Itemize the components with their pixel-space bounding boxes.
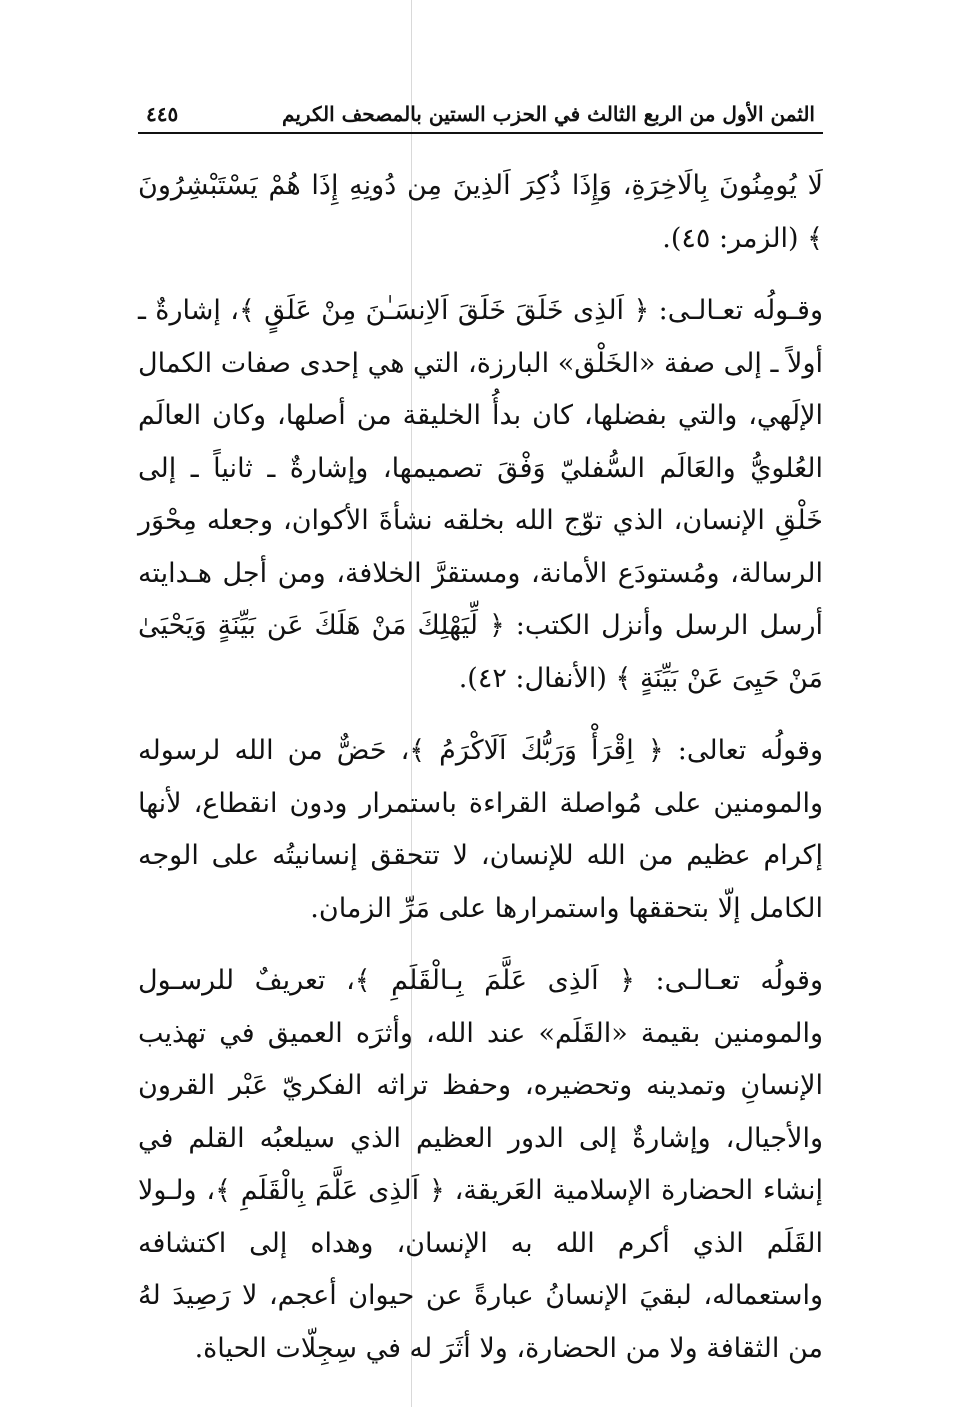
header-rule	[138, 132, 823, 134]
paragraph-3: وقولُه تعالى: ﴿ اِقْرَأْ وَرَبُّكَ اَلَاكْرَمُ ﴾، حَضٌّ من الله لرسوله والمومنين على مُواصلة القراءة باستمرار ودون انقطاع، لأنها إكرام عظيم من الله للإنسان، لا تتحقق إنسانيتُه على الوجه الكامل إلّا بتحققها واستمرارها على مَرِّ الزمان.	[138, 735, 823, 924]
paragraph-4: وقولُه تعـالـى: ﴿ اَلذِى عَلَّمَ بِـالْقَلَمِ ﴾، تعريفٌ للرسـول والمومنين بقيمة «القَلَم» عند الله، وأثرَه العميق في تهذيب الإنسانِ وتمدينه وتحضيره، وحفظ تراثه الفكريّ عَبْر القرون والأجيال، وإشارةٌ إلى الدور العظيم الذي سيلعبُه القلم في إنشاء الحضارة الإسلامية العَريقة، ﴿ اَلذِى عَلَّمَ بِالْقَلَمِ ﴾، ولـولا القَلَم الذي أكرم الله به الإنسان، وهداه إلى اكتشافه واستعماله، لبقيَ الإنسانُ عبارةً عن حيوان أعجم، لا رَصِيدَ لهُ من الثقافة ولا من الحضارة، ولا أثَرَ له في سِجِلّات الحياة.	[138, 965, 823, 1364]
page-header	[138, 92, 823, 130]
book-page	[138, 92, 823, 1395]
page-number: ٤٤٥	[146, 102, 179, 126]
page-body	[138, 160, 823, 1375]
running-title: الثمن الأول من الربع الثالث في الحزب الستين بالمصحف الكريم	[282, 102, 815, 126]
paragraph-1: لَا يُومِنُونَ بِالَاخِرَةِ، وَإِذَا ذُكِرَ اَلذِينَ مِن دُونِهِ إِذَا هُمْ يَسْتَبْشِرُونَ ﴾ (الزمر: ٤٥).	[138, 170, 823, 254]
paragraph-2: وقـولُه تعـالـى: ﴿ اَلذِى خَلَقَ خَلَقَ اَلاِنسَـٰنَ مِنْ عَلَقٍ ﴾، إشارةٌ ـ أولاً ـ إلى صفة «الخَلْق» البارزة، التي هي إحدى صفات الكمال الإلَهي، والتي بفضلها، كان بدأُ الخليقة من أصلها، وكان العالَم العُلويُّ والعَالَم السُّفليّ وَفْقَ تصميمها، وإشارةٌ ـ ثانياً ـ إلى خَلْقِ الإنسان، الذي توّج الله بخلقه نشأةَ الأكوان، وجعله مِحْوَر الرسالة، ومُستودَع الأمانة، ومستقرَّ الخلافة، ومن أجل هـدايته أرسل الرسل وأنزل الكتب: ﴿ لِّيَهْلِكَ مَنْ هَلَكَ عَن بَيِّنَةٍ وَيَحْيَىٰ مَنْ حَيِىَ عَنْ بَيِّنَةٍ ﴾ (الأنفال: ٤٢).	[138, 295, 823, 694]
